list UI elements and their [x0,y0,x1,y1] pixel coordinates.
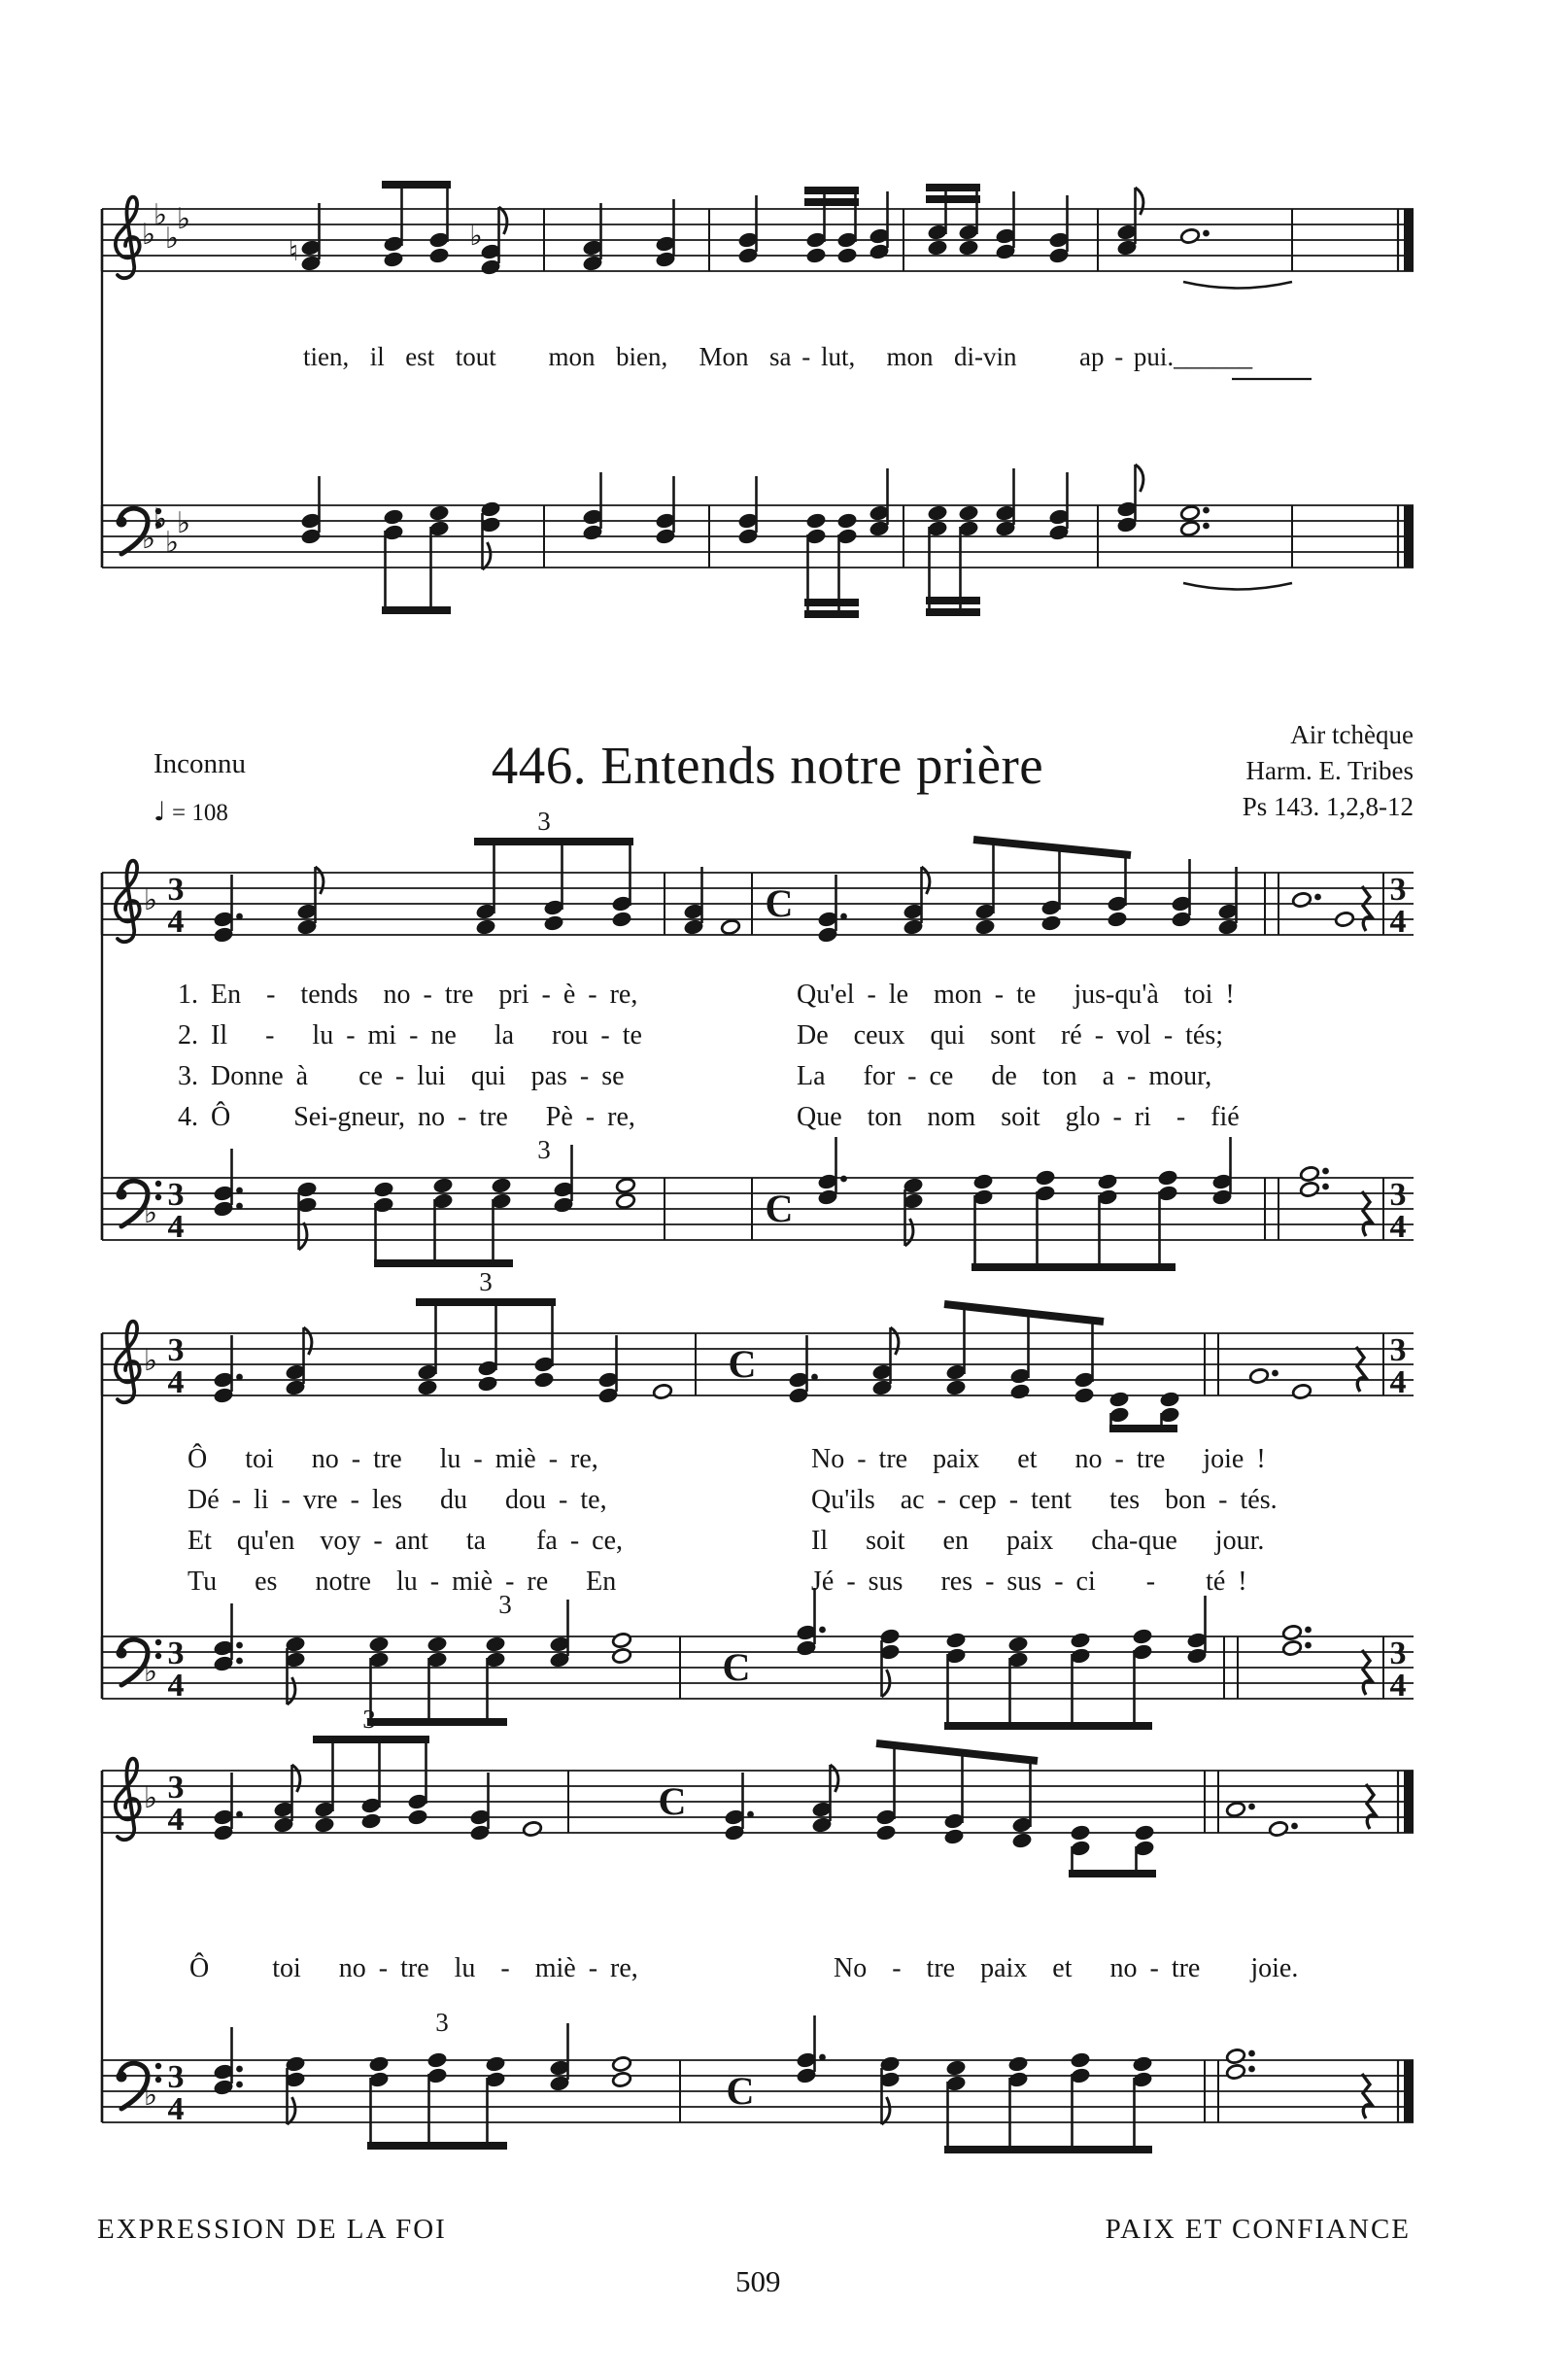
page-number: 509 [735,2264,781,2298]
previous-hymn-lyrics: tien, il est tout mon bien, Mon sa - lut, mon di-vin ap - pui.______ [303,342,1253,371]
svg-text:3: 3 [167,1636,185,1671]
svg-text:3: 3 [1389,1332,1407,1368]
svg-text:3: 3 [498,1590,512,1619]
music-staff-system-b-treble [102,1267,1414,1429]
svg-text:4: 4 [167,1802,185,1838]
svg-text:♮: ♮ [288,237,299,267]
verse-text-right: Il soit en paix cha-que jour. [811,1526,1265,1556]
hymn-title: 446. Entends notre prière [491,736,1044,795]
verse-text-left: 1. En - tends no - tre pri - è - re, [178,980,638,1010]
svg-text:4: 4 [1389,1364,1407,1400]
music-staff-previous-bass [102,465,1414,614]
svg-text:♭: ♭ [143,1782,158,1814]
verse-text-right: Qu'ils ac - cep - tent tes bon - tés. [811,1485,1278,1515]
svg-text:♭: ♭ [143,2080,158,2112]
svg-text:♭: ♭ [176,507,191,539]
svg-text:C: C [765,881,794,925]
svg-text:3: 3 [1389,1177,1407,1213]
hymn-harmonization: Harm. E. Tribes [1245,756,1414,785]
svg-text:C: C [722,1645,751,1689]
svg-text:3: 3 [479,1267,493,1296]
verse-text-right: Qu'el - le mon - te jus-qu'à toi ! [797,980,1235,1010]
svg-text:♭: ♭ [153,503,168,535]
verse-line-2 [0,1020,1568,1059]
verse-text-left: Et qu'en voy - ant ta fa - ce, [187,1526,624,1556]
svg-text:4: 4 [167,2091,185,2127]
verse-text-right: De ceux qui sont ré - vol - tés; [797,1020,1224,1050]
tempo-value: = 108 [172,800,228,826]
music-staff-previous-treble [102,185,1414,289]
svg-text:♭: ♭ [164,527,180,559]
verse-line-7 [0,1526,1568,1565]
section-label-right: PAIX ET CONFIANCE [1105,2214,1411,2245]
music-staff-system-a-treble [102,807,1414,944]
svg-text:♭: ♭ [143,1197,158,1229]
tempo-marking [153,797,228,827]
verse-text-right: Que ton nom soit glo - ri - fié [797,1102,1240,1132]
quarter-note-icon: ♩ [153,797,166,827]
svg-text:♭: ♭ [141,219,156,251]
hymn-air: Air tchèque [1290,720,1414,749]
hymn-meta [1243,717,1414,825]
svg-text:4: 4 [167,904,185,940]
svg-text:C: C [765,1187,794,1230]
svg-text:3: 3 [537,807,551,836]
svg-text:3: 3 [167,872,185,908]
svg-text:3: 3 [362,1705,376,1734]
verse-line-1 [0,980,1568,1018]
verse-text-left: Dé - li - vre - les du dou - te, [187,1485,607,1515]
svg-text:♭: ♭ [164,223,180,255]
svg-text:4: 4 [1389,1209,1407,1245]
svg-text:3: 3 [167,1332,185,1368]
svg-text:3: 3 [167,2059,185,2095]
svg-text:4: 4 [167,1668,185,1704]
svg-text:3: 3 [167,1770,185,1806]
verse-text-left: 4. Ô Sei-gneur, no - tre Pè - re, [178,1102,635,1132]
music-staff-system-c-bass [102,2008,1414,2150]
svg-text:♭: ♭ [176,203,191,235]
section-label-left: EXPRESSION DE LA FOI [97,2214,447,2245]
svg-text:4: 4 [167,1209,185,1245]
svg-text:3: 3 [1389,872,1407,908]
verse-text-left: Ô toi no - tre lu - miè - re, [187,1444,598,1474]
svg-text:3: 3 [1389,1636,1407,1671]
svg-text:♭: ♭ [143,884,158,916]
verse-line-5 [0,1444,1568,1483]
verse-text-right: Jé - sus res - sus - ci - té ! [811,1567,1247,1597]
svg-text:C: C [658,1779,687,1823]
verse-line-4 [0,1102,1568,1141]
svg-text:♭: ♭ [141,523,156,555]
verse-text-right: No - tre paix et no - tre joie ! [811,1444,1266,1474]
svg-text:4: 4 [167,1364,185,1400]
svg-text:4: 4 [1389,1668,1407,1704]
svg-text:3: 3 [435,2008,449,2037]
hymn-psalm-reference: Ps 143. 1,2,8-12 [1242,792,1414,821]
svg-text:♭: ♭ [143,1345,158,1377]
verse-text-left: 3. Donne à ce - lui qui pas - se [178,1061,625,1091]
closing-lyric-line [0,1953,1568,1992]
verse-text-right: La for - ce de ton a - mour, [797,1061,1212,1091]
svg-text:C: C [726,2069,755,2113]
hymn-author: Inconnu [153,748,247,779]
closing-text-right: No - tre paix et no - tre joie. [834,1953,1299,1983]
music-staff-system-c-treble [102,1705,1414,1874]
verse-line-6 [0,1485,1568,1524]
svg-text:♭: ♭ [143,1656,158,1688]
closing-text-left: Ô toi no - tre lu - miè - re, [189,1953,638,1983]
svg-text:♭: ♭ [153,199,168,231]
svg-text:3: 3 [167,1177,185,1213]
svg-text:4: 4 [1389,904,1407,940]
verse-text-left: Tu es notre lu - miè - re En [187,1567,617,1597]
verse-line-3 [0,1061,1568,1100]
svg-text:3: 3 [537,1135,551,1164]
svg-text:C: C [728,1342,757,1386]
verse-line-8 [0,1567,1568,1605]
music-staff-system-b-bass [102,1588,1414,1726]
verse-text-left: 2. Il - lu - mi - ne la rou - te [178,1020,642,1050]
svg-text:♭: ♭ [469,222,483,252]
music-staff-system-a-bass [102,1135,1414,1267]
